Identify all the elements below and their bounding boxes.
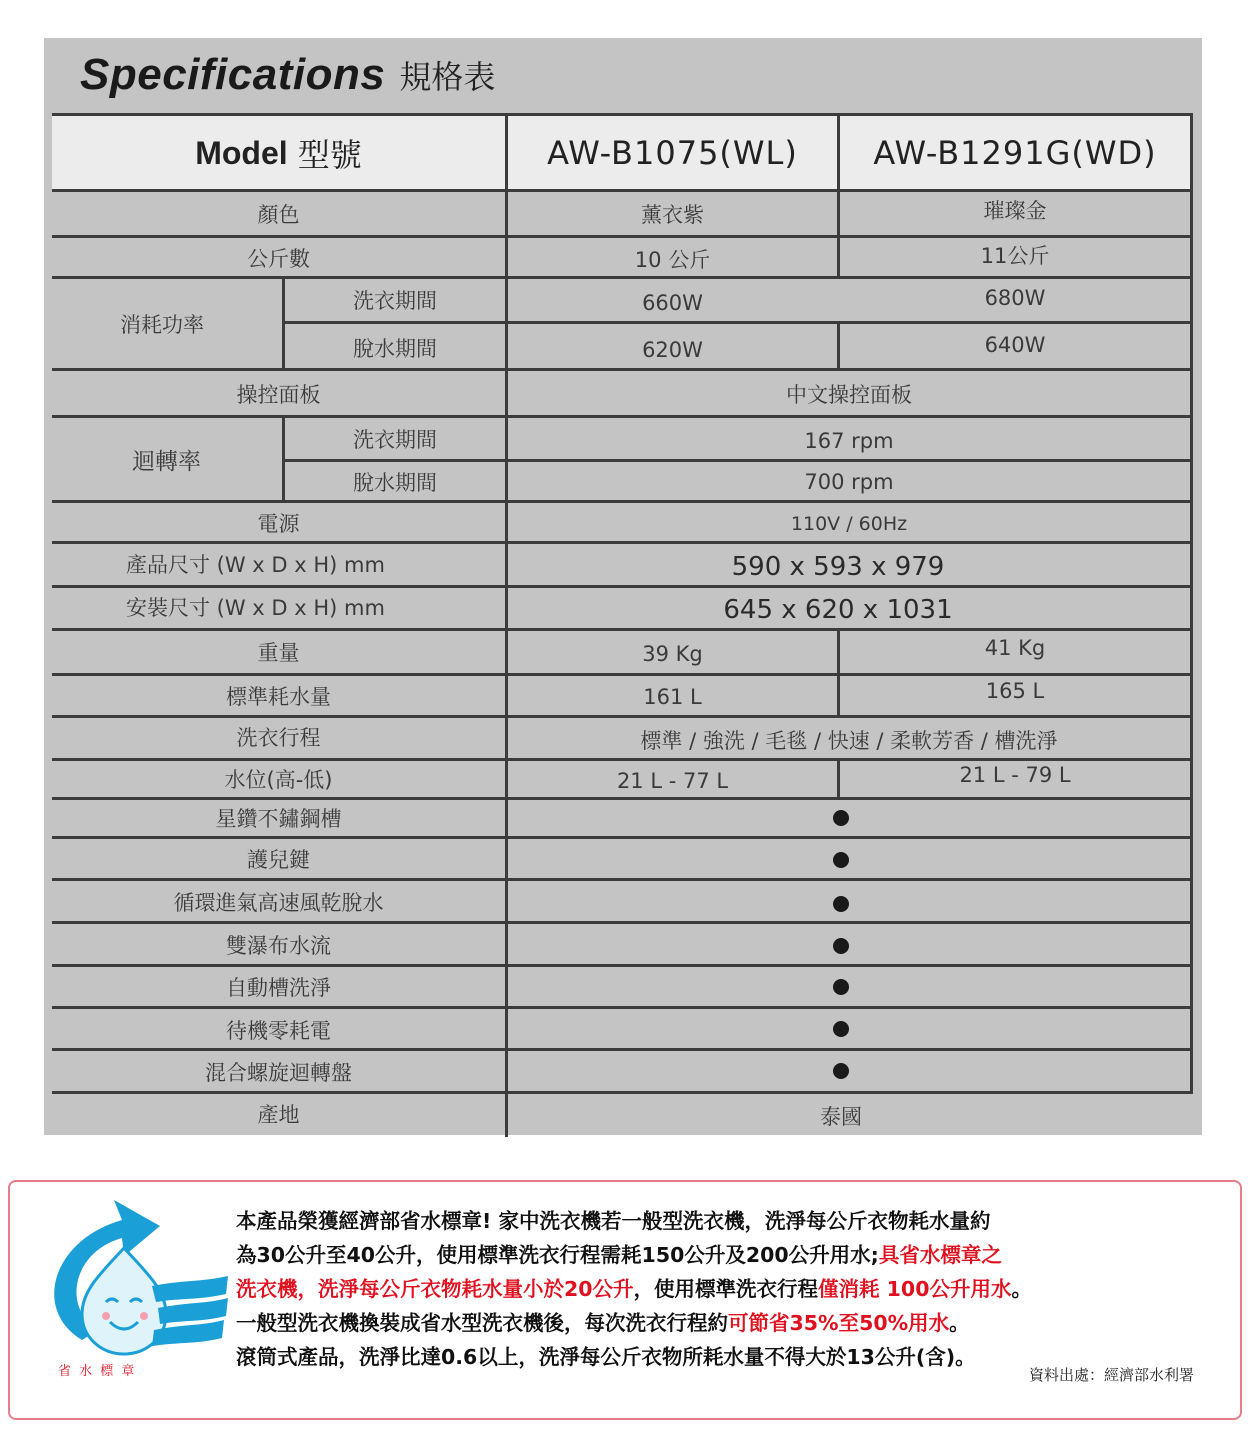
model-b: AW-B1291G(WD) (873, 134, 1157, 172)
row-label-power: 消耗功率 (120, 313, 204, 337)
row-label-product-size: 產品尺寸 (W x D x H) mm (126, 553, 385, 577)
notice-line (236, 1272, 1216, 1306)
power-wash-a: 660W (642, 291, 703, 315)
weight-b: 41 Kg (984, 636, 1046, 660)
color-b: 璀璨金 (983, 199, 1047, 223)
model-label-en: Model (195, 134, 288, 171)
water-level-a: 21 L - 77 L (616, 769, 729, 793)
row-label-feature: 星鑽不鏽鋼槽 (215, 807, 342, 831)
notice-highlight-4: 可節省35%至50%用水 (728, 1311, 950, 1335)
notice-text (236, 1204, 1216, 1374)
row-label-capacity: 公斤數 (247, 247, 310, 271)
rpm-spin-value: 700 rpm (804, 469, 894, 494)
notice-line (236, 1204, 1216, 1238)
logo-caption: 省 水 標 章 (58, 1364, 137, 1379)
source-note: 資料出處：經濟部水利署 (1028, 1366, 1194, 1384)
row-label-color: 顏色 (257, 203, 300, 227)
notice-text-3: ，使用標準洗衣行程 (633, 1277, 819, 1301)
row-label-feature: 待機零耗電 (226, 1019, 331, 1043)
capacity-a: 10 公斤 (634, 248, 711, 272)
color-a: 薰衣紫 (641, 203, 704, 227)
product-size-value: 590 x 593 x 979 (731, 552, 945, 582)
weight-a: 39 Kg (642, 642, 703, 666)
bullet-dot-icon (833, 1063, 849, 1079)
row-label-power-supply: 電源 (257, 512, 300, 536)
origin-value: 泰國 (820, 1105, 862, 1129)
install-size-value: 645 x 620 x 1031 (723, 595, 953, 625)
power-wash-label: 洗衣期間 (353, 289, 437, 313)
title-en: Specifications (80, 50, 386, 99)
model-a: AW-B1075(WL) (547, 134, 798, 172)
row-label-water: 標準耗水量 (226, 685, 331, 709)
rpm-wash-label: 洗衣期間 (353, 427, 437, 452)
row-label-programs: 洗衣行程 (236, 726, 321, 750)
water-level-b: 21 L - 79 L (959, 763, 1071, 787)
feature-dot (508, 799, 1174, 837)
water-b: 165 L (985, 679, 1045, 703)
bullet-dot-icon (833, 1021, 849, 1037)
notice-highlight-3: 僅消耗 100公升用水 (818, 1277, 1012, 1301)
row-label-origin: 產地 (257, 1103, 300, 1127)
bullet-dot-icon (833, 896, 849, 912)
feature-dot (508, 883, 1174, 924)
col-divider (1190, 113, 1193, 1094)
power-spin-b: 640W (984, 333, 1046, 357)
notice-highlight-2: 洗衣機，洗淨每公斤衣物耗水量小於20公升 (236, 1277, 634, 1301)
feature-dot (508, 925, 1174, 966)
row-label-feature: 雙瀑布水流 (226, 933, 331, 958)
bullet-dot-icon (833, 979, 849, 995)
feature-dot (508, 967, 1174, 1007)
water-a: 161 L (643, 685, 702, 709)
row-label-weight: 重量 (257, 641, 300, 665)
notice-text-2: 為30公升至40公升，使用標準洗衣行程需耗150公升及200公升用水; (236, 1243, 879, 1267)
capacity-b: 11公斤 (980, 244, 1050, 268)
row-label-feature: 自動槽洗淨 (226, 976, 331, 1000)
notice-line (236, 1238, 1216, 1272)
notice-text-3-end: 。 (1011, 1277, 1032, 1301)
row-label-feature: 護兒鍵 (247, 848, 310, 872)
programs-value: 標準 / 強洗 / 毛毯 / 快速 / 柔軟芳香 / 槽洗淨 (640, 729, 1058, 753)
feature-dot (508, 1009, 1174, 1049)
notice-line (236, 1306, 1216, 1340)
bullet-dot-icon (833, 938, 849, 954)
power-spin-a: 620W (642, 338, 703, 362)
model-label (52, 116, 505, 190)
row-label-install-size: 安裝尺寸 (W x D x H) mm (126, 596, 385, 620)
power-wash-b: 680W (984, 286, 1046, 310)
power-supply-value: 110V / 60Hz (790, 513, 908, 535)
notice-text-4-end: 。 (949, 1311, 970, 1335)
rpm-wash-value: 167 rpm (804, 428, 894, 453)
notice-text-4: 一般型洗衣機換裝成省水型洗衣機後，每次洗衣行程約 (236, 1311, 728, 1335)
model-label-zh: 型號 (297, 136, 362, 174)
title-zh: 規格表 (399, 58, 496, 96)
row-label-feature: 混合螺旋迴轉盤 (205, 1060, 352, 1085)
notice-text-1: 本產品榮獲經濟部省水標章! 家中洗衣機若一般型洗衣機，洗淨每公斤衣物耗水量約 (236, 1209, 991, 1233)
panel-value: 中文操控面板 (786, 382, 912, 407)
feature-dot (508, 840, 1174, 880)
notice-highlight-1: 具省水標章之 (878, 1243, 1002, 1267)
feature-dot (508, 1051, 1174, 1091)
row-label-feature: 循環進氣高速風乾脫水 (173, 890, 384, 915)
row-label-water-level: 水位(高-低) (224, 768, 333, 792)
row-label-rpm: 迴轉率 (132, 449, 201, 475)
row-label-panel: 操控面板 (236, 382, 321, 407)
power-spin-label: 脫水期間 (353, 337, 437, 361)
rpm-spin-label: 脫水期間 (353, 470, 437, 495)
page-title (80, 50, 495, 110)
bullet-dot-icon (833, 810, 849, 826)
notice-text-5: 滾筒式產品，洗淨比達0.6以上，洗淨每公斤衣物所耗水量不得大於13公升(含)。 (236, 1345, 976, 1369)
bullet-dot-icon (833, 852, 849, 868)
